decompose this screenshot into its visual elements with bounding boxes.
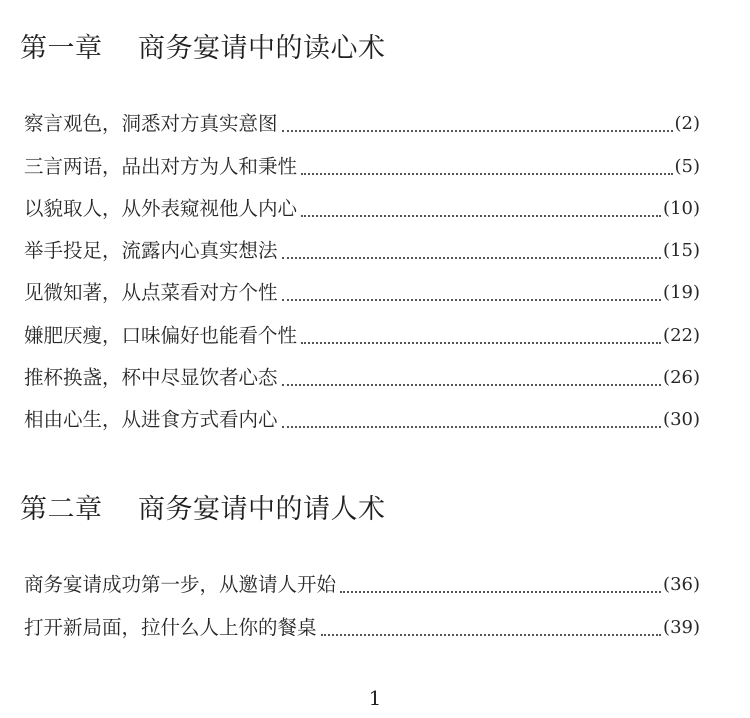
dot-leader [301, 215, 661, 217]
entry-page: (39) [663, 616, 700, 638]
entry-title: 见微知著，从点菜看对方个性 [24, 281, 278, 305]
chapter-2-heading [20, 493, 720, 527]
chapter-1-entries [24, 95, 700, 433]
entry-title: 推杯换盏，杯中尽显饮者心态 [24, 366, 278, 390]
chapter-2-entries [24, 556, 700, 641]
chapter-number: 第二章 [20, 494, 103, 525]
toc-entry[interactable] [24, 95, 700, 137]
dot-leader [282, 426, 662, 428]
dot-leader [282, 257, 662, 259]
dot-leader [282, 384, 662, 386]
toc-entry[interactable] [24, 180, 700, 222]
toc-entry[interactable] [24, 137, 700, 179]
toc-entry[interactable] [24, 349, 700, 391]
dot-leader [321, 634, 662, 636]
entry-title: 相由心生，从进食方式看内心 [24, 408, 278, 432]
entry-page: (5) [674, 155, 700, 177]
dot-leader [282, 299, 662, 301]
chapter-1-heading [20, 32, 720, 66]
page-number: 1 [368, 686, 382, 710]
entry-title: 举手投足，流露内心真实想法 [24, 239, 278, 263]
chapter-number: 第一章 [20, 33, 103, 64]
toc-entry[interactable] [24, 556, 700, 598]
toc-entry[interactable] [24, 598, 700, 640]
entry-page: (2) [674, 113, 700, 135]
dot-leader [301, 173, 672, 175]
entry-page: (10) [663, 197, 700, 219]
dot-leader [282, 130, 673, 132]
toc-entry[interactable] [24, 222, 700, 264]
entry-page: (36) [663, 574, 700, 596]
entry-page: (15) [663, 240, 700, 262]
entry-page: (30) [663, 409, 700, 431]
entry-title: 三言两语，品出对方为人和秉性 [24, 154, 298, 178]
toc-entry[interactable] [24, 264, 700, 306]
chapter-title [20, 493, 720, 527]
dot-leader [340, 591, 661, 593]
entry-title: 嫌肥厌瘦，口味偏好也能看个性 [24, 323, 298, 347]
entry-title: 察言观色，洞悉对方真实意图 [24, 112, 278, 136]
toc-entry[interactable] [24, 391, 700, 433]
entry-page: (19) [663, 282, 700, 304]
entry-title: 商务宴请成功第一步，从邀请人开始 [24, 573, 337, 597]
entry-page: (26) [663, 367, 700, 389]
entry-page: (22) [663, 324, 700, 346]
dot-leader [301, 342, 661, 344]
toc-entry[interactable] [24, 306, 700, 348]
chapter-title [20, 32, 720, 66]
chapter-name: 商务宴请中的读心术 [138, 33, 386, 64]
chapter-name: 商务宴请中的请人术 [138, 494, 386, 525]
entry-title: 以貌取人，从外表窥视他人内心 [24, 196, 298, 220]
entry-title: 打开新局面，拉什么人上你的餐桌 [24, 615, 317, 639]
